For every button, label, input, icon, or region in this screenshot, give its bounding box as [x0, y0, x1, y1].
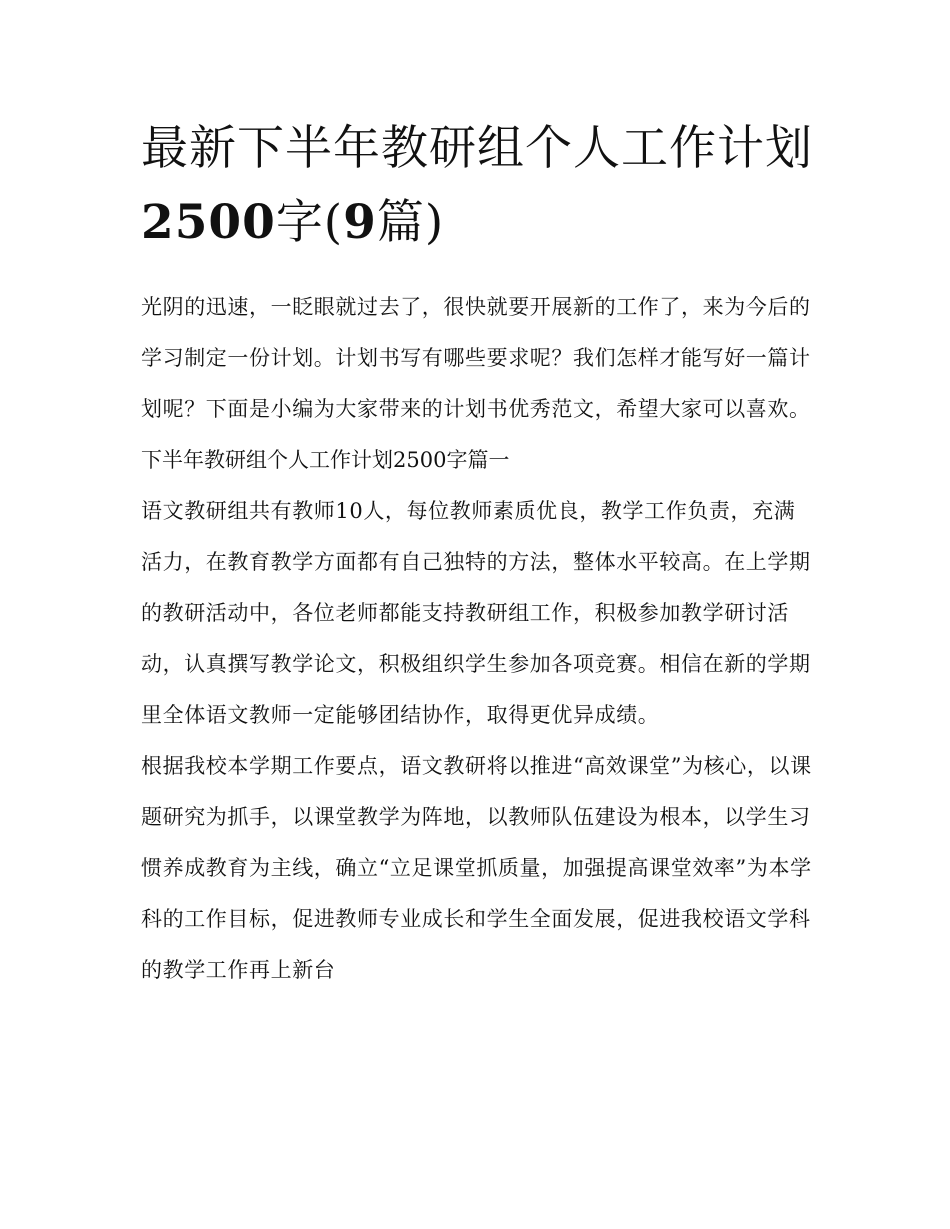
title-text: 最新下半年教研组个人工作计划 [141, 121, 813, 176]
title-number: 2500 [141, 195, 276, 250]
title-text-2: 字( [275, 195, 344, 250]
document-title [141, 112, 813, 260]
title-count: 9 [343, 195, 377, 250]
body-paragraph-1: 语文教研组共有教师10人，每位教师素质优良，教学工作负责，充满活力，在教育教学方面都有自己独特的方法，整体水平较高。在上学期的教研活动中，各位老师都能支持教研组工作，积极参加教学研讨活动，认真撰写教学论文，积极组织学生参加各项竞赛。相信在新的学期里全体语文教师一定能够团结协作，取得更优异成绩。 [141, 499, 811, 727]
body-paragraph-2: 根据我校本学期工作要点，语文教研将以推进“高效课堂”为核心，以课题研究为抓手，以课堂教学为阵地，以教师队伍建设为根本，以学生习惯养成教育为主线，确立“立足课堂抓质量，加强提高课堂效率”为本学科的工作目标，促进教师专业成长和学生全面发展，促进我校语文学科的教学工作再上新台 [141, 754, 812, 982]
section-heading: 下半年教研组个人工作计划2500字篇一 [141, 448, 510, 472]
document-page [141, 112, 813, 996]
intro-paragraph: 光阴的迅速，一眨眼就过去了，很快就要开展新的工作了，来为今后的学习制定一份计划。计划书写有哪些要求呢？我们怎样才能写好一篇计划呢？下面是小编为大家带来的计划书优秀范文，希望大家可以喜欢。 [141, 295, 811, 421]
title-text-3: 篇) [376, 195, 445, 250]
